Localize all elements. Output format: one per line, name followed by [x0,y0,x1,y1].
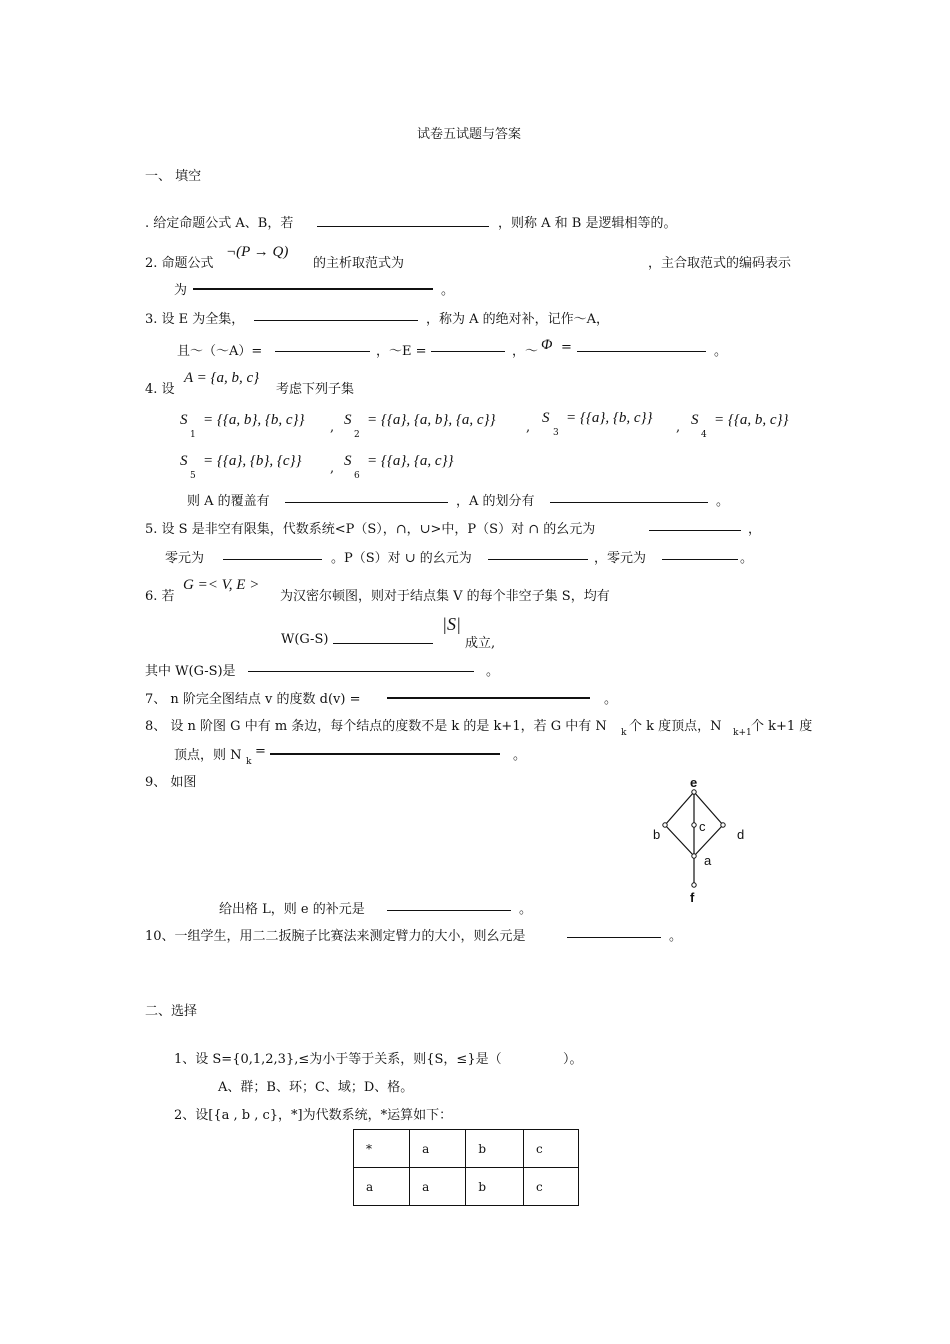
node-f [692,883,696,887]
s6-label: S [344,453,352,469]
comma: , [676,420,681,435]
q7-suffix: 。 [604,692,618,707]
q8-blank[interactable] [270,753,500,755]
q4-blank-2[interactable] [550,502,708,503]
q8-suffix: 个 k+1 度 [751,719,813,734]
section-heading-fill: 一、 填空 [145,169,202,184]
s1-label: S [180,412,188,428]
q2-line2-end: 。 [441,283,455,298]
node-c [692,823,696,827]
q9-prefix: 9、 如图 [145,775,197,790]
s5-subscript: 5 [190,471,196,481]
label-a: a [704,853,712,868]
q5-prefix: 5. 设 S 是非空有限集，代数系统<P（S），∩，∪>中，P（S）对 ∩ 的幺元为 [145,522,596,537]
table-cell: a [410,1130,466,1168]
q2-mid: 的主析取范式为 [313,256,405,271]
operation-table [353,1129,579,1206]
q6-suffix: 为汉密尔顿图，则对于结点集 V 的每个非空子集 S，均有 [280,589,610,604]
lattice-edges [665,792,723,885]
q10-suffix: 。 [669,929,683,944]
q1-blank[interactable] [317,226,489,227]
comma: , [330,420,335,435]
s2-q1-options: A、群；B、环；C、域；D、格。 [218,1080,414,1095]
s3-value: = {{a}, {b, c}} [566,410,653,426]
q4-suffix: 考虑下列子集 [276,382,355,397]
s5-label: S [180,453,188,469]
q2-blank[interactable] [193,288,433,290]
q3-blank-4[interactable] [577,351,706,352]
q8-line2-eq: = [255,744,266,759]
node-b [663,823,667,827]
q1-prefix: . 给定命题公式 A、B，若 [145,216,294,231]
q6-holds: 成立, [465,636,496,651]
q5-blank-2[interactable] [223,559,322,560]
q8-line2-end: 。 [513,748,527,763]
q4-line3-b: ，A 的划分有 [456,494,535,509]
q9-line2-prefix: 给出格 L，则 e 的补元是 [219,902,365,917]
label-b: b [653,827,661,842]
q7-blank[interactable] [387,697,590,699]
q5-line2-b: 。P（S）对 ∪ 的幺元为 [331,551,472,566]
q8-sub-k1: k+1 [733,728,752,738]
label-d: d [737,827,745,842]
q9-line2-end: 。 [519,902,533,917]
table-cell: * [354,1130,410,1168]
label-e: e [690,775,698,790]
node-e [692,790,696,794]
s1-subscript: 1 [190,430,196,440]
q6-line3-end: 。 [486,664,500,679]
q3-blank-3[interactable] [431,351,505,352]
lattice-diagram [640,770,760,910]
q8-sub-k: k [621,728,627,738]
q5-blank-4[interactable] [662,559,738,560]
s2-subscript: 2 [354,430,360,440]
q5-line2-a: 零元为 [165,551,205,566]
q8-line2-prefix: 顶点，则 N [174,748,242,763]
q6-blank-2[interactable] [248,671,474,672]
s5-value: = {{a}, {b}, {c}} [203,453,302,469]
s1-value: = {{a, b}, {b, c}} [203,412,305,428]
q3-line2-end: 。 [714,344,728,359]
s2-q2-text: 2、设[{a , b , c}，*]为代数系统，*运算如下： [174,1108,453,1123]
q8-prefix: 8、 设 n 阶图 G 中有 m 条边，每个结点的度数不是 k 的是 k+1，若 G 中有 N [145,719,607,734]
q2-prefix: 2. 命题公式 [145,256,214,271]
q3-line2-a: 且～（～A）= [177,344,263,359]
s3-subscript: 3 [553,428,559,438]
s2-label: S [344,412,352,428]
table-header-row [354,1130,579,1168]
s2-value: = {{a}, {a, b}, {a, c}} [367,412,496,428]
q5-blank-3[interactable] [488,559,588,560]
q3-line2-c: ，～ [512,344,539,359]
edge-e-b [665,792,694,825]
s4-value: = {{a, b, c}} [714,412,789,428]
q9-blank[interactable] [387,910,511,911]
q6-abs-s: |S| [442,614,461,634]
label-f: f [690,890,695,905]
section-heading-choice: 二、选择 [145,1004,198,1019]
s4-label: S [691,412,699,428]
q3-prefix: 3. 设 E 为全集， [145,312,245,327]
table-cell: b [466,1168,524,1206]
q4-line3-a: 则 A 的覆盖有 [187,494,270,509]
node-a [692,854,696,858]
q6-line3-prefix: 其中 W(G-S)是 [145,664,236,679]
q3-suffix: ，称为 A 的绝对补，记作～A， [426,312,610,327]
q10-prefix: 10、一组学生，用二二扳腕子比赛法来测定臂力的大小，则幺元是 [145,929,526,944]
s6-subscript: 6 [354,471,360,481]
q4-prefix: 4. 设 [145,382,175,397]
q6-blank-1[interactable] [333,643,433,644]
q6-graph: G =< V, E > [183,577,260,593]
s2-q1-text: 1、设 S={0,1,2,3},≤为小于等于关系，则{S，≤}是（ [174,1052,502,1067]
comma: , [526,420,531,435]
q3-blank-1[interactable] [254,320,418,321]
q2-formula: ¬(P → Q) [226,244,289,260]
q5-comma: ， [748,522,762,537]
q6-w-label: W(G-S) [281,632,329,647]
edge-b-a [665,825,694,856]
q5-blank-1[interactable] [649,530,741,531]
q7-prefix: 7、 n 阶完全图结点 v 的度数 d(v) = [145,692,361,707]
q4-blank-1[interactable] [285,502,448,503]
table-cell: b [466,1130,524,1168]
q4-set-a: A = {a, b, c} [184,370,260,386]
table-cell: a [354,1168,410,1206]
q10-blank[interactable] [567,937,661,938]
q5-line2-c: ，零元为 [594,551,647,566]
label-c: c [699,819,706,834]
q3-phi: Φ [541,337,553,353]
q2-line2-prefix: 为 [174,283,188,298]
q3-blank-2[interactable] [275,351,370,352]
q5-line2-end: 。 [740,551,754,566]
s2-q1-close: ）。 [563,1052,583,1067]
comma: , [330,461,335,476]
table-cell: c [523,1130,578,1168]
s4-subscript: 4 [701,430,707,440]
s3-label: S [542,410,550,426]
table-cell: a [410,1168,466,1206]
table-row [354,1168,579,1206]
q3-line2-d: = [561,340,572,355]
q8-line2-sub: k [246,757,252,767]
page-title: 试卷五试题与答案 [417,127,522,142]
node-d [721,823,725,827]
table-cell: c [523,1168,578,1206]
q3-line2-b: ，～E = [376,344,427,359]
q6-prefix: 6. 若 [145,589,175,604]
s6-value: = {{a}, {a, c}} [367,453,454,469]
q8-mid: 个 k 度顶点，N [629,719,722,734]
q2-suffix: ，主合取范式的编码表示 [648,256,792,271]
q4-line3-end: 。 [716,494,730,509]
q1-suffix: ，则称 A 和 B 是逻辑相等的。 [498,216,677,231]
